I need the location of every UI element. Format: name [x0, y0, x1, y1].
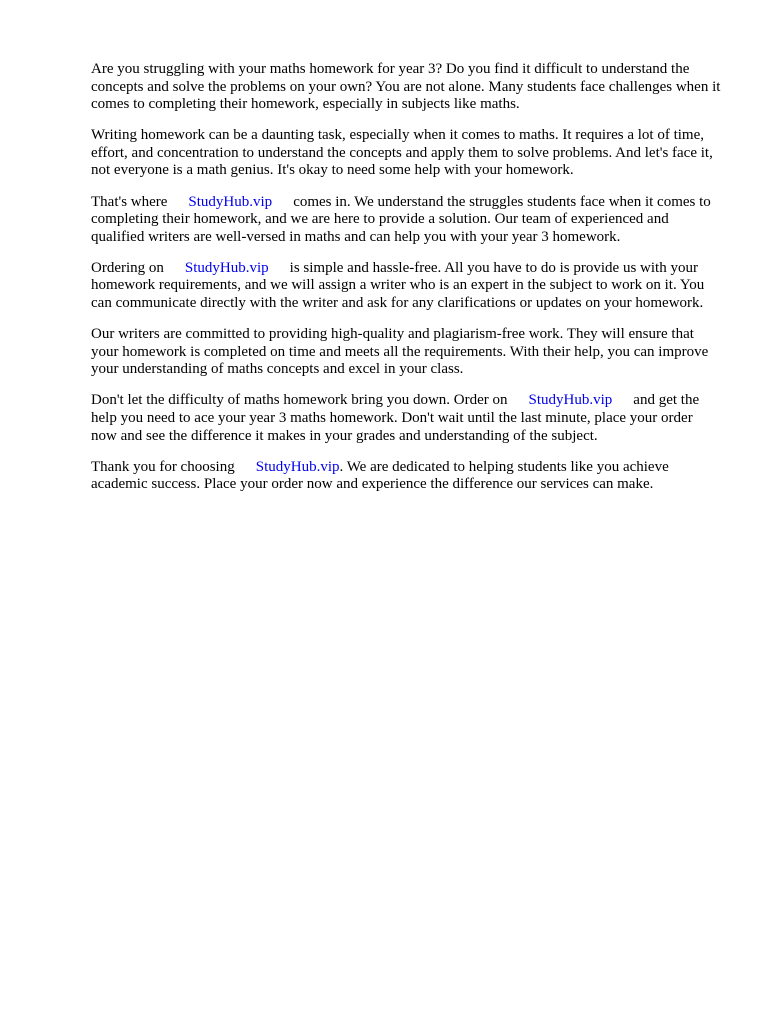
paragraph-writers	[91, 326, 721, 379]
studyhub-link[interactable]: StudyHub.vip	[184, 259, 269, 276]
paragraph-intro	[91, 61, 721, 114]
paragraph-thats-where	[91, 194, 721, 247]
studyhub-link[interactable]: StudyHub.vip	[528, 392, 613, 409]
paragraph-text: is simple and hassle-free. All you have to do is provide us with your homework requirements, and we will assign a writer who is an expert in the subject to work on it. You can communicate directly with the writer and ask for any clarifications or updates on your homework.	[91, 259, 705, 312]
paragraph-ordering	[91, 260, 721, 313]
document-body	[91, 61, 721, 507]
paragraph-text: comes in. We understand the struggles students face when it comes to completing their homework, and we are here to provide a solution. Our team of experienced and qualified writers are well-versed in maths and can help you with your year 3 homework.	[91, 193, 711, 245]
studyhub-link[interactable]: StudyHub.vip	[188, 193, 273, 210]
paragraph-text: Ordering on	[91, 259, 164, 276]
paragraph-difficulty	[91, 127, 721, 180]
paragraph-text: Our writers are committed to providing high-quality and plagiarism-free work. They will ensure that your homework is completed on time and meets all the requirements. With their help, you can improve your understanding of maths concepts and excel in your class.	[91, 326, 709, 378]
paragraph-text: Writing homework can be a daunting task, especially when it comes to maths. It requires a lot of time, effort, and concentration to understand the concepts and apply them to solve problems. And let's face it, not everyone is a math genius. It's okay to need some help with your homework.	[91, 127, 713, 179]
paragraph-text: Don't let the difficulty of maths homework bring you down. Order on	[91, 392, 508, 409]
paragraph-text: Thank you for choosing	[91, 458, 235, 475]
paragraph-text: That's where	[91, 193, 168, 210]
paragraph-thank-you	[91, 459, 721, 494]
studyhub-link[interactable]: StudyHub.vip	[255, 458, 340, 475]
paragraph-text: Are you struggling with your maths homework for year 3? Do you find it difficult to understand the concepts and solve the problems on your own? You are not alone. Many students face challenges when it comes to completing their homework, especially in subjects like maths.	[91, 61, 721, 113]
paragraph-order-now	[91, 392, 721, 445]
paragraph-text: . We are dedicated to helping students like you achieve academic success. Place your order now and experience the difference our services can make.	[91, 458, 669, 493]
paragraph-text: and get the help you need to ace your year 3 maths homework. Don't wait until the last minute, place your order now and see the difference it makes in your grades and understanding of the subject.	[91, 392, 700, 444]
